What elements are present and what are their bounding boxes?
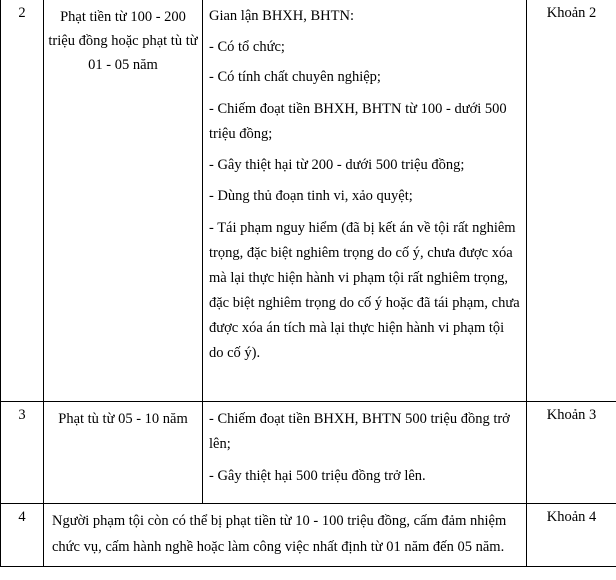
additional-penalty-cell: Người phạm tội còn có thể bị phạt tiền từ 10 - 100 triệu đồng, cấm đảm nhiệm chức vụ, cấm hành nghề hoặc làm công việc nhất định từ 01 năm đến 05 năm. bbox=[44, 504, 527, 567]
conditions-heading: Gian lận BHXH, BHTN: bbox=[209, 8, 354, 24]
row-number: 2 bbox=[1, 0, 44, 402]
condition-item: - Có tính chất chuyên nghiệp; bbox=[209, 69, 381, 86]
row-number: 4 bbox=[1, 504, 44, 567]
clause-cell: Khoản 4 bbox=[527, 504, 616, 567]
row-number: 3 bbox=[1, 402, 44, 504]
condition-item: - Gây thiệt hại 500 triệu đồng trở lên. bbox=[209, 467, 426, 484]
table-row bbox=[1, 0, 616, 402]
table-row bbox=[1, 504, 616, 567]
clause-cell: Khoản 3 bbox=[527, 402, 616, 504]
clause-cell: Khoản 2 bbox=[527, 0, 616, 402]
condition-item: - Có tổ chức; bbox=[209, 38, 285, 55]
penalty-cell: Phạt tiền từ 100 - 200 triệu đồng hoặc phạt tù từ 01 - 05 năm bbox=[44, 0, 203, 402]
condition-item: - Chiếm đoạt tiền BHXH, BHTN 500 triệu đồng trở lên; bbox=[209, 411, 510, 452]
condition-item: - Tái phạm nguy hiểm (đã bị kết án về tội rất nghiêm trọng, đặc biệt nghiêm trọng do cố ý, chưa được xóa mà lại thực hiện hành vi phạm tội rất nghiêm trọng, đặc biệt nghiêm trọng do cố ý hoặc đã tái phạm, chưa được xóa án tích mà lại thực hiện hành vi phạm tội do cố ý). bbox=[209, 219, 520, 361]
penalty-cell: Phạt tù từ 05 - 10 năm bbox=[44, 402, 203, 504]
condition-item: - Chiếm đoạt tiền BHXH, BHTN từ 100 - dưới 500 triệu đồng; bbox=[209, 100, 507, 142]
table-row bbox=[1, 402, 616, 504]
conditions-cell bbox=[203, 0, 527, 402]
condition-item: - Dùng thủ đoạn tinh vi, xảo quyệt; bbox=[209, 187, 413, 204]
condition-item: - Gây thiệt hại từ 200 - dưới 500 triệu đồng; bbox=[209, 157, 465, 174]
conditions-cell bbox=[203, 402, 527, 504]
